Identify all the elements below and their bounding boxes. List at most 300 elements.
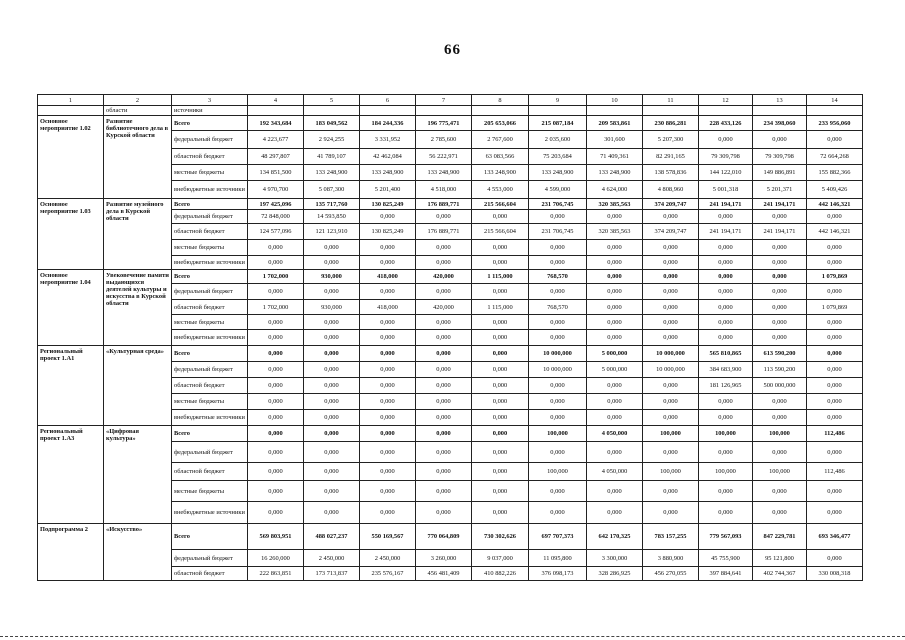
amount-cell: 0,000 (643, 481, 699, 502)
amount-cell: 10 000,000 (529, 362, 587, 378)
amount-cell: 10 000,000 (643, 362, 699, 378)
page-number: 66 (444, 42, 461, 58)
continuation-empty (699, 106, 753, 116)
amount-cell: 0,000 (416, 426, 472, 442)
amount-cell: 3 880,900 (643, 550, 699, 567)
amount-cell: 4 808,960 (643, 181, 699, 199)
amount-cell: 5 409,426 (807, 181, 863, 199)
amount-cell: 768,570 (529, 300, 587, 315)
funding-source: федеральный бюджет (172, 362, 248, 378)
amount-cell: 0,000 (529, 378, 587, 394)
amount-cell: 0,000 (304, 481, 360, 502)
amount-cell: 1 115,000 (472, 270, 529, 284)
continuation-empty (360, 106, 416, 116)
amount-cell: 0,000 (360, 346, 416, 362)
amount-cell: 0,000 (587, 442, 643, 463)
amount-cell: 0,000 (643, 378, 699, 394)
amount-cell: 410 882,226 (472, 567, 529, 581)
amount-cell: 0,000 (304, 315, 360, 330)
amount-cell: 124 577,096 (248, 224, 304, 240)
amount-cell: 0,000 (643, 210, 699, 224)
amount-cell: 0,000 (529, 284, 587, 300)
amount-cell: 697 707,373 (529, 524, 587, 550)
amount-cell: 0,000 (416, 362, 472, 378)
amount-cell: 642 170,325 (587, 524, 643, 550)
amount-cell: 184 244,336 (360, 116, 416, 131)
amount-cell: 222 863,851 (248, 567, 304, 581)
table-row (38, 346, 863, 362)
continuation-empty (248, 106, 304, 116)
funding-source: внебюджетные источники (172, 502, 248, 524)
amount-cell: 0,000 (643, 284, 699, 300)
amount-cell: 75 203,684 (529, 149, 587, 165)
amount-cell: 16 260,000 (248, 550, 304, 567)
amount-cell: 173 713,837 (304, 567, 360, 581)
amount-cell: 0,000 (643, 315, 699, 330)
amount-cell: 0,000 (587, 394, 643, 410)
funding-source: областной бюджет (172, 149, 248, 165)
amount-cell: 14 593,850 (304, 210, 360, 224)
amount-cell: 0,000 (416, 284, 472, 300)
amount-cell: 0,000 (529, 240, 587, 256)
amount-cell: 79 309,798 (699, 149, 753, 165)
funding-source: Всего (172, 116, 248, 131)
amount-cell: 0,000 (360, 362, 416, 378)
amount-cell: 9 037,000 (472, 550, 529, 567)
amount-cell: 418,000 (360, 300, 416, 315)
amount-cell: 112,486 (807, 426, 863, 442)
amount-cell: 0,000 (248, 442, 304, 463)
amount-cell: 442 146,321 (807, 224, 863, 240)
amount-cell: 0,000 (248, 346, 304, 362)
amount-cell: 420,000 (416, 270, 472, 284)
funding-source: областной бюджет (172, 224, 248, 240)
event-name: «Культурная среда» (104, 346, 172, 426)
amount-cell: 0,000 (807, 346, 863, 362)
amount-cell: 1 079,869 (807, 300, 863, 315)
amount-cell: 0,000 (587, 284, 643, 300)
column-number: 13 (753, 95, 807, 106)
amount-cell: 0,000 (807, 131, 863, 149)
amount-cell: 0,000 (360, 481, 416, 502)
amount-cell: 930,000 (304, 270, 360, 284)
amount-cell: 0,000 (248, 362, 304, 378)
amount-cell: 376 098,173 (529, 567, 587, 581)
amount-cell: 730 302,626 (472, 524, 529, 550)
amount-cell: 0,000 (248, 463, 304, 481)
amount-cell: 0,000 (643, 442, 699, 463)
amount-cell: 5 000,000 (587, 346, 643, 362)
amount-cell: 231 706,745 (529, 199, 587, 210)
amount-cell: 1 115,000 (472, 300, 529, 315)
amount-cell: 0,000 (643, 300, 699, 315)
amount-cell: 328 286,925 (587, 567, 643, 581)
amount-cell: 0,000 (360, 463, 416, 481)
amount-cell: 402 744,367 (753, 567, 807, 581)
amount-cell: 133 248,900 (304, 165, 360, 181)
amount-cell: 11 095,800 (529, 550, 587, 567)
amount-cell: 45 755,900 (699, 550, 753, 567)
amount-cell: 241 194,171 (699, 199, 753, 210)
amount-cell: 0,000 (529, 442, 587, 463)
amount-cell: 72 848,000 (248, 210, 304, 224)
amount-cell: 100,000 (753, 463, 807, 481)
amount-cell: 0,000 (360, 210, 416, 224)
amount-cell: 0,000 (753, 481, 807, 502)
amount-cell: 4 599,000 (529, 181, 587, 199)
amount-cell: 138 578,836 (643, 165, 699, 181)
amount-cell: 4 518,000 (416, 181, 472, 199)
continuation-empty (587, 106, 643, 116)
amount-cell: 63 083,566 (472, 149, 529, 165)
amount-cell: 0,000 (587, 210, 643, 224)
continuation-row (38, 106, 863, 116)
amount-cell: 0,000 (643, 410, 699, 426)
funding-source: Всего (172, 199, 248, 210)
amount-cell: 0,000 (360, 315, 416, 330)
amount-cell: 0,000 (248, 240, 304, 256)
amount-cell: 384 683,900 (699, 362, 753, 378)
amount-cell: 0,000 (472, 378, 529, 394)
amount-cell: 241 194,171 (753, 224, 807, 240)
funding-source: внебюджетные источники (172, 410, 248, 426)
amount-cell: 0,000 (304, 330, 360, 346)
amount-cell: 0,000 (472, 256, 529, 270)
amount-cell: 4 050,000 (587, 463, 643, 481)
amount-cell: 0,000 (360, 378, 416, 394)
funding-source: федеральный бюджет (172, 442, 248, 463)
amount-cell: 0,000 (304, 256, 360, 270)
amount-cell: 0,000 (699, 330, 753, 346)
amount-cell: 0,000 (807, 330, 863, 346)
amount-cell: 56 222,971 (416, 149, 472, 165)
amount-cell: 0,000 (587, 410, 643, 426)
amount-cell: 0,000 (643, 394, 699, 410)
amount-cell: 0,000 (416, 378, 472, 394)
amount-cell: 0,000 (304, 284, 360, 300)
amount-cell: 1 702,000 (248, 270, 304, 284)
amount-cell: 0,000 (753, 315, 807, 330)
amount-cell: 0,000 (699, 481, 753, 502)
amount-cell: 0,000 (416, 442, 472, 463)
amount-cell: 5 207,300 (643, 131, 699, 149)
amount-cell: 565 810,865 (699, 346, 753, 362)
amount-cell: 0,000 (643, 240, 699, 256)
amount-cell: 0,000 (360, 240, 416, 256)
amount-cell: 0,000 (807, 394, 863, 410)
amount-cell: 41 789,107 (304, 149, 360, 165)
table-row (38, 199, 863, 210)
amount-cell: 215 566,604 (472, 224, 529, 240)
event-code: Региональный проект 1.А1 (38, 346, 104, 426)
amount-cell: 0,000 (360, 284, 416, 300)
column-number: 9 (529, 95, 587, 106)
amount-cell: 5 201,371 (753, 181, 807, 199)
amount-cell: 0,000 (643, 270, 699, 284)
amount-cell: 456 270,055 (643, 567, 699, 581)
funding-source: внебюджетные источники (172, 181, 248, 199)
event-name: Развитие музейного дела в Курской области (104, 199, 172, 270)
amount-cell: 0,000 (416, 463, 472, 481)
amount-cell: 0,000 (416, 330, 472, 346)
amount-cell: 0,000 (304, 502, 360, 524)
amount-cell: 0,000 (304, 346, 360, 362)
amount-cell: 0,000 (753, 256, 807, 270)
amount-cell: 0,000 (304, 410, 360, 426)
amount-cell: 0,000 (587, 300, 643, 315)
continuation-empty (643, 106, 699, 116)
amount-cell: 374 209,747 (643, 199, 699, 210)
column-number: 6 (360, 95, 416, 106)
amount-cell: 230 886,281 (643, 116, 699, 131)
continuation-empty (753, 106, 807, 116)
amount-cell: 613 590,200 (753, 346, 807, 362)
amount-cell: 233 956,060 (807, 116, 863, 131)
funding-source: Всего (172, 524, 248, 550)
amount-cell: 0,000 (587, 481, 643, 502)
amount-cell: 2 035,600 (529, 131, 587, 149)
amount-cell: 144 122,010 (699, 165, 753, 181)
amount-cell: 0,000 (807, 284, 863, 300)
amount-cell: 770 064,809 (416, 524, 472, 550)
column-number: 8 (472, 95, 529, 106)
table-row (38, 524, 863, 550)
amount-cell: 0,000 (529, 256, 587, 270)
funding-source: областной бюджет (172, 567, 248, 581)
amount-cell: 0,000 (529, 330, 587, 346)
amount-cell: 0,000 (587, 270, 643, 284)
continuation-empty (38, 106, 104, 116)
amount-cell: 215 087,184 (529, 116, 587, 131)
continuation-col2: области (104, 106, 172, 116)
event-name: «Цифровая культура» (104, 426, 172, 524)
amount-cell: 176 889,771 (416, 224, 472, 240)
funding-source: внебюджетные источники (172, 256, 248, 270)
amount-cell: 100,000 (643, 463, 699, 481)
amount-cell: 0,000 (807, 442, 863, 463)
amount-cell: 0,000 (699, 410, 753, 426)
amount-cell: 133 248,900 (360, 165, 416, 181)
amount-cell: 0,000 (248, 284, 304, 300)
column-number: 1 (38, 95, 104, 106)
funding-source: Всего (172, 346, 248, 362)
amount-cell: 10 000,000 (643, 346, 699, 362)
amount-cell: 0,000 (753, 410, 807, 426)
amount-cell: 0,000 (416, 394, 472, 410)
amount-cell: 10 000,000 (529, 346, 587, 362)
amount-cell: 0,000 (416, 315, 472, 330)
column-number: 3 (172, 95, 248, 106)
amount-cell: 0,000 (753, 270, 807, 284)
amount-cell: 0,000 (472, 210, 529, 224)
funding-source: местные бюджеты (172, 240, 248, 256)
amount-cell: 0,000 (753, 300, 807, 315)
amount-cell: 0,000 (699, 270, 753, 284)
amount-cell: 456 481,409 (416, 567, 472, 581)
event-code: Региональный проект 1.А3 (38, 426, 104, 524)
amount-cell: 241 194,171 (753, 199, 807, 210)
amount-cell: 779 567,093 (699, 524, 753, 550)
event-code: Основное мероприятие 1.02 (38, 116, 104, 199)
amount-cell: 149 886,891 (753, 165, 807, 181)
column-number-row (38, 95, 863, 106)
amount-cell: 0,000 (807, 362, 863, 378)
amount-cell: 241 194,171 (699, 224, 753, 240)
amount-cell: 82 291,165 (643, 149, 699, 165)
amount-cell: 0,000 (699, 256, 753, 270)
amount-cell: 0,000 (699, 502, 753, 524)
amount-cell: 0,000 (807, 502, 863, 524)
amount-cell: 0,000 (248, 410, 304, 426)
amount-cell: 0,000 (699, 240, 753, 256)
event-code: Основное мероприятие 1.04 (38, 270, 104, 346)
funding-source: внебюджетные источники (172, 330, 248, 346)
amount-cell: 228 433,126 (699, 116, 753, 131)
amount-cell: 847 229,781 (753, 524, 807, 550)
amount-cell: 0,000 (753, 442, 807, 463)
amount-cell: 0,000 (643, 502, 699, 524)
funding-source: федеральный бюджет (172, 210, 248, 224)
column-number: 10 (587, 95, 643, 106)
amount-cell: 155 882,366 (807, 165, 863, 181)
amount-cell: 197 425,096 (248, 199, 304, 210)
amount-cell: 442 146,321 (807, 199, 863, 210)
amount-cell: 420,000 (416, 300, 472, 315)
amount-cell: 0,000 (529, 481, 587, 502)
amount-cell: 79 309,798 (753, 149, 807, 165)
amount-cell: 0,000 (248, 394, 304, 410)
amount-cell: 181 126,965 (699, 378, 753, 394)
amount-cell: 930,000 (304, 300, 360, 315)
amount-cell: 112,486 (807, 463, 863, 481)
amount-cell: 0,000 (753, 330, 807, 346)
amount-cell: 1 702,000 (248, 300, 304, 315)
amount-cell: 4 050,000 (587, 426, 643, 442)
funding-source: местные бюджеты (172, 165, 248, 181)
amount-cell: 209 583,861 (587, 116, 643, 131)
amount-cell: 0,000 (416, 346, 472, 362)
amount-cell: 5 087,300 (304, 181, 360, 199)
amount-cell: 0,000 (753, 210, 807, 224)
amount-cell: 205 653,066 (472, 116, 529, 131)
amount-cell: 0,000 (753, 131, 807, 149)
amount-cell: 100,000 (699, 426, 753, 442)
funding-source: областной бюджет (172, 378, 248, 394)
amount-cell: 0,000 (587, 240, 643, 256)
amount-cell: 4 624,000 (587, 181, 643, 199)
amount-cell: 0,000 (807, 481, 863, 502)
amount-cell: 0,000 (807, 315, 863, 330)
amount-cell: 0,000 (699, 394, 753, 410)
amount-cell: 0,000 (472, 442, 529, 463)
continuation-empty (807, 106, 863, 116)
amount-cell: 4 223,677 (248, 131, 304, 149)
amount-cell: 176 889,771 (416, 199, 472, 210)
amount-cell: 235 576,167 (360, 567, 416, 581)
amount-cell: 550 169,567 (360, 524, 416, 550)
table-row (38, 426, 863, 442)
amount-cell: 0,000 (304, 426, 360, 442)
amount-cell: 500 000,000 (753, 378, 807, 394)
amount-cell: 0,000 (587, 378, 643, 394)
amount-cell: 0,000 (753, 502, 807, 524)
amount-cell: 5 000,000 (587, 362, 643, 378)
amount-cell: 0,000 (587, 256, 643, 270)
amount-cell: 0,000 (807, 378, 863, 394)
column-number: 14 (807, 95, 863, 106)
amount-cell: 2 785,600 (416, 131, 472, 149)
funding-source: Всего (172, 426, 248, 442)
amount-cell: 418,000 (360, 270, 416, 284)
amount-cell: 0,000 (807, 410, 863, 426)
amount-cell: 0,000 (304, 240, 360, 256)
amount-cell: 71 409,361 (587, 149, 643, 165)
amount-cell: 0,000 (472, 362, 529, 378)
amount-cell: 0,000 (472, 426, 529, 442)
amount-cell: 0,000 (360, 426, 416, 442)
amount-cell: 1 079,869 (807, 270, 863, 284)
amount-cell: 0,000 (807, 256, 863, 270)
amount-cell: 0,000 (472, 394, 529, 410)
funding-source: областной бюджет (172, 300, 248, 315)
column-number: 5 (304, 95, 360, 106)
amount-cell: 0,000 (248, 502, 304, 524)
amount-cell: 135 717,760 (304, 199, 360, 210)
amount-cell: 133 248,900 (529, 165, 587, 181)
amount-cell: 100,000 (753, 426, 807, 442)
amount-cell: 0,000 (416, 256, 472, 270)
amount-cell: 100,000 (643, 426, 699, 442)
funding-source: местные бюджеты (172, 315, 248, 330)
amount-cell: 0,000 (416, 481, 472, 502)
amount-cell: 72 664,268 (807, 149, 863, 165)
amount-cell: 320 385,563 (587, 224, 643, 240)
amount-cell: 783 157,255 (643, 524, 699, 550)
amount-cell: 234 398,060 (753, 116, 807, 131)
amount-cell: 130 825,249 (360, 199, 416, 210)
column-number: 2 (104, 95, 172, 106)
amount-cell: 0,000 (304, 463, 360, 481)
amount-cell: 0,000 (304, 362, 360, 378)
amount-cell: 0,000 (529, 315, 587, 330)
amount-cell: 0,000 (472, 330, 529, 346)
amount-cell: 320 385,563 (587, 199, 643, 210)
amount-cell: 0,000 (360, 442, 416, 463)
amount-cell: 0,000 (472, 315, 529, 330)
amount-cell: 488 027,237 (304, 524, 360, 550)
amount-cell: 0,000 (699, 300, 753, 315)
footer-rule (0, 636, 905, 638)
amount-cell: 0,000 (360, 256, 416, 270)
amount-cell: 0,000 (360, 502, 416, 524)
amount-cell: 183 049,562 (304, 116, 360, 131)
budget-table (37, 94, 863, 581)
amount-cell: 42 462,084 (360, 149, 416, 165)
table-row (38, 270, 863, 284)
continuation-empty (416, 106, 472, 116)
amount-cell: 3 300,000 (587, 550, 643, 567)
amount-cell: 0,000 (472, 346, 529, 362)
continuation-empty (304, 106, 360, 116)
amount-cell: 100,000 (529, 463, 587, 481)
amount-cell: 133 248,900 (587, 165, 643, 181)
amount-cell: 0,000 (753, 240, 807, 256)
amount-cell: 134 851,500 (248, 165, 304, 181)
amount-cell: 0,000 (699, 284, 753, 300)
amount-cell: 0,000 (472, 481, 529, 502)
event-code: Подпрограмма 2 (38, 524, 104, 581)
event-name: Увековечение памяти выдающихся деятелей культуры и искусства в Курской области (104, 270, 172, 346)
